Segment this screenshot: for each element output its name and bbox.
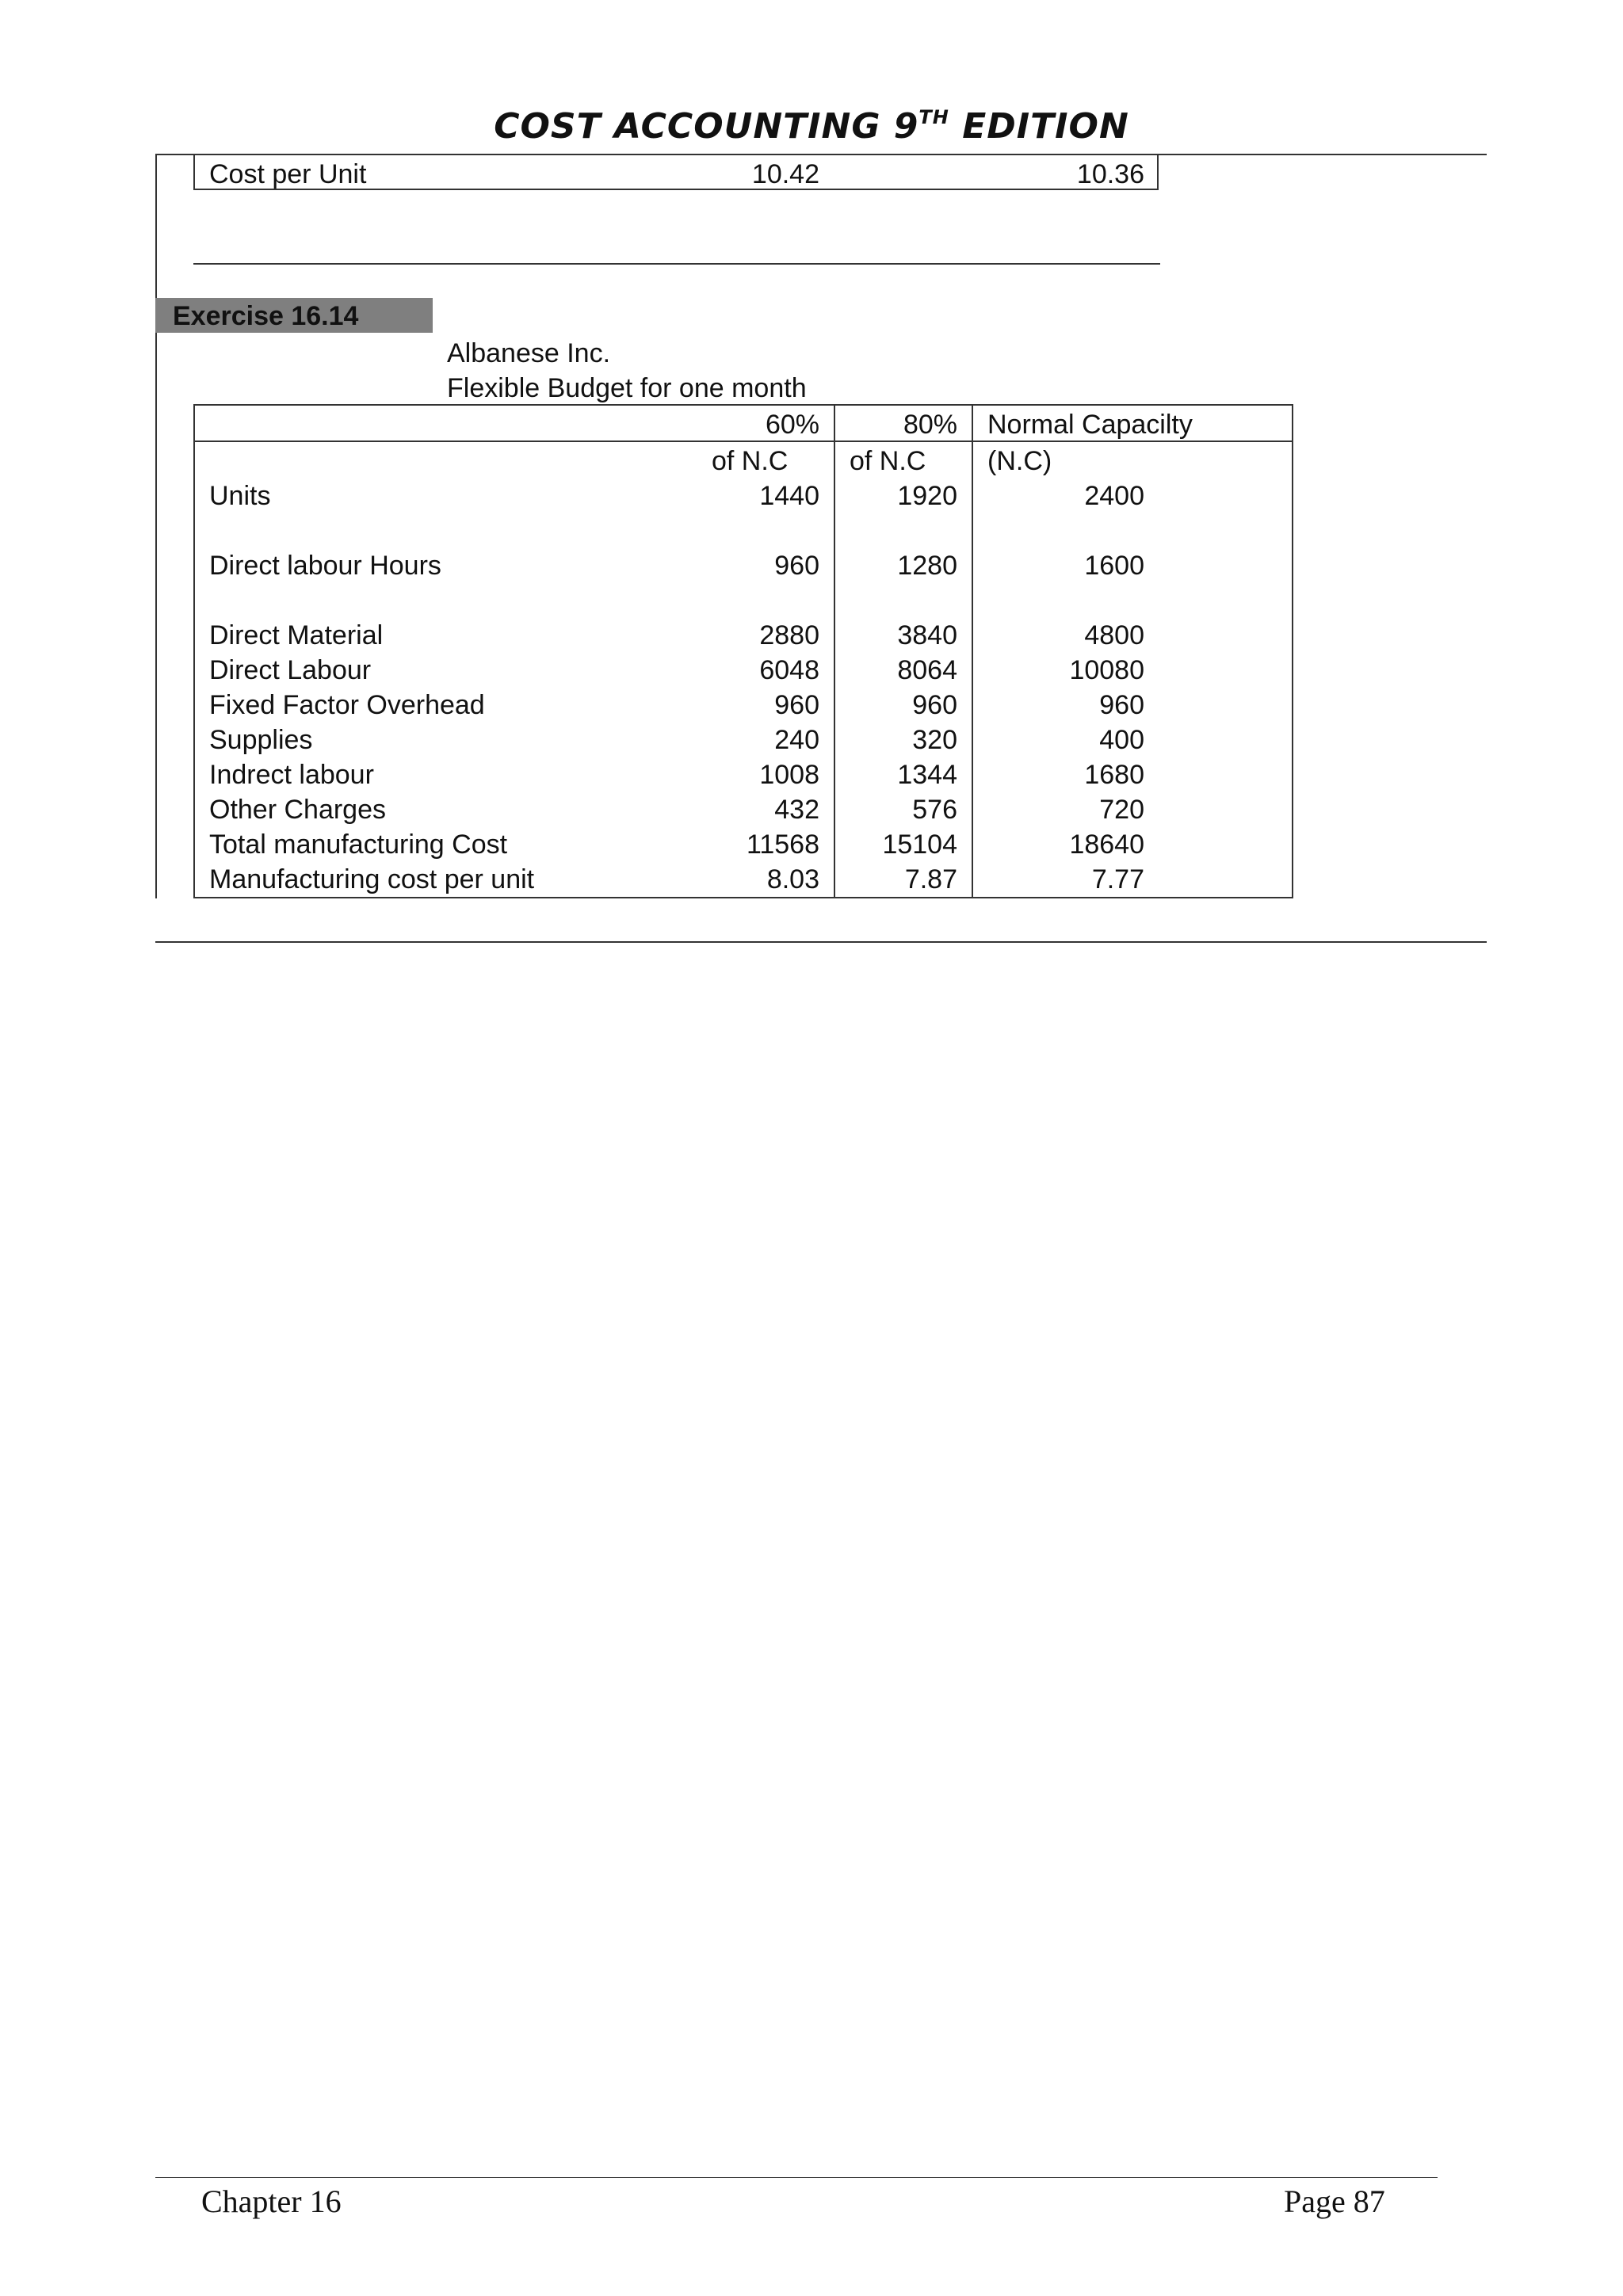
- row-label: Units: [209, 481, 271, 511]
- row-value-60: 432: [774, 795, 819, 825]
- left-margin-rule: [155, 154, 157, 898]
- row-value-80: 8064: [897, 655, 957, 685]
- header-title-main: COST ACCOUNTING 9: [494, 106, 919, 147]
- cost-per-unit-value-2: 10.36: [1076, 159, 1144, 189]
- row-label: Direct labour Hours: [209, 551, 441, 581]
- header-title-sup: TH: [918, 106, 949, 128]
- row-value-80: 3840: [897, 620, 957, 650]
- col-header-60-line1: 60%: [765, 410, 819, 440]
- row-value-60: 240: [774, 725, 819, 755]
- row-value-80: 1920: [897, 481, 957, 511]
- row-label: Direct Labour: [209, 655, 372, 685]
- footer-rule: [155, 2177, 1438, 2178]
- row-value-nc: 2400: [1084, 481, 1144, 511]
- row-label: Supplies: [209, 725, 313, 755]
- row-value-60: 960: [774, 551, 819, 581]
- row-label: Fixed Factor Overhead: [209, 690, 485, 720]
- row-value-60: 11568: [746, 830, 819, 860]
- col-header-nc-line2: (N.C): [987, 446, 1052, 476]
- row-value-80: 576: [912, 795, 957, 825]
- table-header-rule: [193, 441, 1293, 442]
- row-value-80: 7.87: [904, 864, 957, 894]
- cost-per-unit-value-1: 10.42: [751, 159, 819, 189]
- content-bottom-rule: [155, 941, 1487, 943]
- row-value-nc: 18640: [1069, 830, 1144, 860]
- row-value-60: 2880: [759, 620, 819, 650]
- row-value-80: 320: [912, 725, 957, 755]
- row-label: Total manufacturing Cost: [209, 830, 508, 860]
- budget-subtitle: Flexible Budget for one month: [447, 373, 807, 403]
- table-col-divider-2: [972, 404, 973, 898]
- row-value-nc: 1680: [1084, 760, 1144, 790]
- row-value-60: 1008: [759, 760, 819, 790]
- row-value-80: 960: [912, 690, 957, 720]
- row-value-nc: 400: [1099, 725, 1144, 755]
- row-value-60: 960: [774, 690, 819, 720]
- exercise-label: Exercise 16.14: [155, 298, 433, 333]
- col-header-nc-line1: Normal Capacilty: [987, 410, 1193, 440]
- row-label: Manufacturing cost per unit: [209, 864, 535, 894]
- row-value-80: 15104: [882, 830, 957, 860]
- header-title-end: EDITION: [949, 106, 1129, 147]
- row-label: Other Charges: [209, 795, 386, 825]
- col-header-60-line2: of N.C: [712, 446, 789, 476]
- row-value-nc: 4800: [1084, 620, 1144, 650]
- row-value-60: 6048: [759, 655, 819, 685]
- row-value-nc: 1600: [1084, 551, 1144, 581]
- row-value-nc: 7.77: [1091, 864, 1144, 894]
- row-value-80: 1344: [897, 760, 957, 790]
- cost-per-unit-label: Cost per Unit: [209, 159, 367, 189]
- footer-page-number: Page 87: [1284, 2183, 1385, 2219]
- company-name: Albanese Inc.: [447, 338, 611, 368]
- row-value-60: 1440: [759, 481, 819, 511]
- col-header-80-line1: 80%: [903, 410, 957, 440]
- row-value-nc: 720: [1099, 795, 1144, 825]
- row-value-60: 8.03: [766, 864, 819, 894]
- separator-rule: [193, 263, 1160, 265]
- row-label: Direct Material: [209, 620, 384, 650]
- row-value-nc: 960: [1099, 690, 1144, 720]
- footer-chapter: Chapter 16: [201, 2183, 342, 2219]
- row-value-nc: 10080: [1069, 655, 1144, 685]
- page-header-title: [0, 106, 1623, 147]
- row-value-80: 1280: [897, 551, 957, 581]
- row-label: Indrect labour: [209, 760, 374, 790]
- col-header-80-line2: of N.C: [850, 446, 926, 476]
